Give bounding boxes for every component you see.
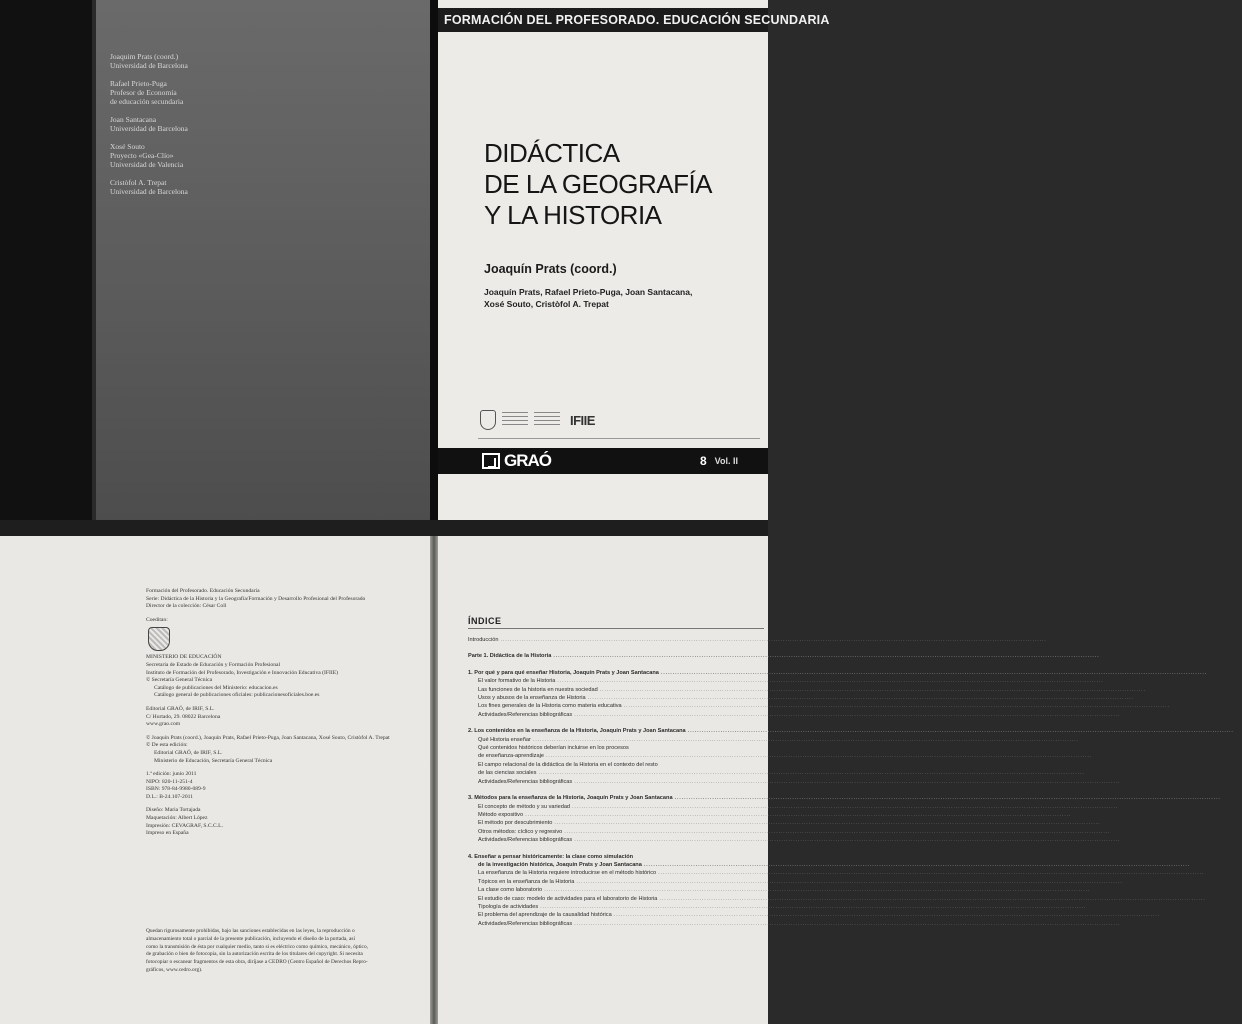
toc-entry bbox=[468, 869, 1213, 877]
toc-entry bbox=[468, 694, 1142, 702]
toc-entry-page: 64 bbox=[1122, 837, 1129, 844]
credits-line: Serie: Didáctica de la Historia y la Geografía/Formación y Desarrollo Profesional del Profesorado bbox=[146, 595, 366, 602]
back-author bbox=[110, 52, 410, 70]
toc-entry-text: La enseñanza de la Historia requiere introducirse en el método histórico bbox=[478, 870, 657, 877]
back-author-affiliation: Universidad de Barcelona bbox=[110, 187, 188, 196]
ifiie-logo: IFIIE bbox=[570, 412, 595, 428]
ministry-seal-icon bbox=[480, 410, 496, 430]
toc-entry-page: 27 bbox=[1122, 711, 1129, 718]
publisher-name: GRAÓ bbox=[504, 451, 551, 470]
legal-line: como la transmisión de ésta por cualquier medio, tanto si es eléctrico como químico, mecánico, óptico, bbox=[146, 943, 368, 950]
toc-entry-page: 60 bbox=[1112, 828, 1119, 835]
legal-notice bbox=[146, 928, 414, 975]
toc-entry-text: Tópicos en la enseñanza de la Historia bbox=[478, 878, 575, 885]
credits-line: © Joaquín Prats (coord.), Joaquín Prats, Rafael Prieto-Puga, Joan Santacana, Xosé Souto, Cristòfol A. Trepat bbox=[146, 734, 390, 741]
toc-entry-text: Otros métodos: cíclico y regresivo bbox=[478, 828, 563, 835]
toc-entry-text: Introducción bbox=[468, 637, 499, 643]
book-spine bbox=[0, 0, 92, 520]
toc-entry-page: 14 bbox=[1147, 686, 1155, 693]
credits-line: © Secretaría General Técnica bbox=[146, 677, 213, 684]
toc-entry-text: Actividades/Referencias bibliográficas bbox=[478, 837, 573, 844]
toc-entry-page: 54 bbox=[1102, 820, 1109, 827]
volume-label: Vol. II bbox=[714, 456, 738, 466]
credits-line: Instituto de Formación del Profesorado, Investigación e Innovación Educativa (IFIIE) bbox=[146, 669, 338, 676]
toc-entry-page: 46 bbox=[1122, 778, 1129, 785]
credits-line: Catálogo de publicaciones del Ministerio: educacion.es bbox=[154, 684, 278, 691]
toc-entry-text: Las funciones de la historia en nuestra sociedad bbox=[478, 686, 598, 693]
back-author bbox=[110, 79, 410, 106]
book-title-line: Y LA HISTORIA bbox=[484, 200, 662, 230]
toc-entry-text: Qué contenidos históricos deberían incluirse en los procesos bbox=[478, 745, 629, 752]
toc-entry bbox=[468, 878, 1131, 886]
credits-line: Ministerio de Educación, Secretaría General Técnica bbox=[154, 757, 273, 764]
toc-part bbox=[468, 652, 1108, 660]
toc-entry bbox=[468, 636, 1052, 644]
back-author bbox=[110, 178, 410, 196]
credits-line: MINISTERIO DE EDUCACIÓN bbox=[146, 654, 222, 661]
toc-entry-page: 51 bbox=[1222, 795, 1229, 802]
volume-number: 8 bbox=[699, 454, 707, 468]
toc-entry bbox=[468, 836, 1129, 844]
toc-entry-text: El campo relacional de la didáctica de la Historia en el contexto del resto bbox=[478, 761, 658, 768]
toc-entry bbox=[468, 886, 1099, 894]
coeditan-label: Coeditan: bbox=[146, 616, 168, 623]
spain-coat-of-arms-icon bbox=[148, 627, 170, 651]
toc-entry-text: La clase como laboratorio bbox=[478, 887, 543, 894]
toc-entry-page: 85 bbox=[1122, 920, 1129, 927]
back-author-affiliation: de educación secundaria bbox=[110, 97, 184, 106]
credits-line: Secretaría de Estado de Educación y Formación Profesional bbox=[146, 661, 281, 668]
toc-entry bbox=[468, 803, 1127, 811]
publisher-band bbox=[438, 448, 768, 474]
toc-entry-page: 31 bbox=[1081, 736, 1088, 743]
credits-line: Catálogo general de publicaciones oficiales: publicacionesoficiales.boe.es bbox=[154, 692, 320, 699]
toc-entry-page: 13 bbox=[1105, 678, 1112, 685]
series-band bbox=[438, 8, 830, 32]
credits-page bbox=[0, 536, 430, 1024]
background-strip bbox=[0, 520, 768, 536]
toc-entry-page: 53 bbox=[1073, 811, 1080, 818]
credits-line: Editorial GRAÓ, de IRIF, S.L. bbox=[154, 749, 223, 756]
toc-entry bbox=[468, 819, 1109, 827]
toc-chapter-text: 4. Enseñar a pensar históricamente: la clase como simulación bbox=[468, 853, 634, 860]
toc-entry-page: 69 bbox=[1124, 878, 1131, 885]
page-gutter bbox=[430, 536, 438, 1024]
toc-entry-text: El estudio de caso: modelo de actividades para el laboratorio de Historia bbox=[478, 895, 658, 902]
credits-line: 1.ª edición: junio 2011 bbox=[146, 771, 197, 778]
toc-entry-page: 72 bbox=[1092, 887, 1099, 894]
toc-entry-text: Usos y abusos de la enseñanza de Historia bbox=[478, 695, 586, 702]
toc-entry-text: Tipología de actividades bbox=[478, 903, 539, 910]
toc-entry-page: 11 bbox=[1101, 653, 1108, 660]
publisher-logos bbox=[480, 410, 595, 430]
toc-entry-text: Parte 1. Didáctica de la Historia bbox=[468, 653, 552, 660]
toc-entry-text: Los fines generales de la Historia como materia educativa bbox=[478, 703, 622, 710]
toc-chapter bbox=[468, 794, 1229, 802]
toc-entry-page: 37 bbox=[1094, 753, 1101, 760]
legal-line: fotocopiar o escanear fragmentos de esta obra, diríjase a CEDRO (Centro Español de Derechos Repro- bbox=[146, 959, 368, 966]
table-of-contents bbox=[468, 636, 1242, 928]
back-author-name: Rafael Prieto-Puga bbox=[110, 79, 167, 88]
back-author-name: Joaquim Prats (coord.) bbox=[110, 52, 179, 61]
legal-line: gráficos, www.cedro.org). bbox=[146, 966, 203, 973]
toc-entry bbox=[468, 811, 1080, 819]
credits-line: www.grao.com bbox=[146, 721, 181, 728]
toc-entry bbox=[468, 903, 1095, 911]
credits-line: C/ Hurtado, 29. 08022 Barcelona bbox=[146, 713, 221, 720]
toc-entry-page: 67 bbox=[1206, 870, 1213, 877]
credits-block bbox=[146, 588, 422, 838]
back-author-affiliation: Proyecto «Gea-Clío» bbox=[110, 151, 174, 160]
toc-entry bbox=[468, 828, 1119, 836]
index-title: ÍNDICE bbox=[468, 616, 502, 626]
toc-entry-page: 75 bbox=[1088, 903, 1095, 910]
credits-line: Impreso en España bbox=[146, 830, 189, 837]
toc-entry-page: 31 bbox=[1235, 728, 1242, 735]
coordinator: Joaquín Prats (coord.) bbox=[484, 262, 617, 276]
toc-entry bbox=[468, 895, 1214, 903]
credits-line: ISBN: 978-84-9980-089-9 bbox=[146, 786, 206, 793]
divider bbox=[468, 628, 764, 629]
divider bbox=[478, 438, 760, 439]
toc-entry bbox=[468, 778, 1129, 786]
credits-line: D.L.: B-24.107-2011 bbox=[146, 793, 194, 800]
credits-line: NIPO: 820-11-251-4 bbox=[146, 778, 193, 785]
toc-entry-text: Qué Historia enseñar bbox=[478, 736, 531, 743]
credits-line: Director de la colección: César Coll bbox=[146, 603, 227, 610]
credits-line: Formación del Profesorado. Educación Secundaria bbox=[146, 588, 260, 594]
toc-chapter bbox=[468, 861, 1199, 869]
grao-mark-icon bbox=[482, 453, 500, 469]
toc-entry bbox=[468, 769, 1093, 777]
credits-line: Diseño: Maria Tortajada bbox=[146, 807, 201, 814]
toc-entry bbox=[468, 752, 1101, 760]
front-cover bbox=[438, 0, 830, 520]
legal-line: de grabación o bien de fotocopia, sin la autorización escrita de los titulares del copyright. Si necesita bbox=[146, 951, 363, 958]
toc-entry-text: El concepto de método y su variedad bbox=[478, 803, 571, 810]
toc-chapter bbox=[468, 727, 1242, 735]
toc-entry-text: Actividades/Referencias bibliográficas bbox=[478, 920, 573, 927]
toc-entry bbox=[468, 702, 1179, 710]
book-title-line: DIDÁCTICA bbox=[484, 138, 620, 168]
toc-entry bbox=[468, 911, 1169, 919]
toc-entry-page: 67 bbox=[1191, 861, 1199, 868]
back-author-affiliation: Universidad de Barcelona bbox=[110, 61, 188, 70]
toc-entry-page: 7 bbox=[1048, 637, 1052, 643]
toc-entry-page: 20 bbox=[1171, 703, 1179, 710]
back-author-affiliation: Universidad de Barcelona bbox=[110, 124, 188, 133]
toc-entry-page: 73 bbox=[1207, 895, 1214, 902]
book-title bbox=[484, 138, 764, 231]
toc-entry-text: El problema del aprendizaje de la causalidad histórica bbox=[478, 912, 612, 919]
toc-entry-page: 44 bbox=[1086, 770, 1093, 777]
toc-entry-page: 51 bbox=[1120, 803, 1127, 810]
ministry-logo-icon bbox=[534, 412, 560, 428]
credits-line: Maquetación: Albert López bbox=[146, 815, 208, 822]
toc-entry-text: 1. Por qué y para qué enseñar Historia, Joaquín Prats y Joan Santacana bbox=[468, 669, 659, 676]
toc-entry-text: Actividades/Referencias bibliográficas bbox=[478, 778, 573, 785]
back-author bbox=[110, 115, 410, 133]
toc-entry-text: El método por descubrimiento bbox=[478, 820, 553, 827]
toc-chapter bbox=[468, 669, 1216, 677]
toc-entry-text: El valor formativo de la Historia bbox=[478, 678, 556, 685]
toc-entry-text: 2. Los contenidos en la enseñanza de la Historia, Joaquín Prats y Joan Santacana bbox=[468, 728, 686, 735]
toc-entry bbox=[468, 736, 1088, 744]
credits-line: Impresión: CEVAGRAF, S.C.C.L. bbox=[146, 822, 223, 829]
book-title-line: DE LA GEOGRAFÍA bbox=[484, 169, 713, 199]
back-author-name: Joan Santacana bbox=[110, 115, 157, 124]
toc-entry bbox=[468, 677, 1112, 685]
toc-entry bbox=[468, 920, 1129, 928]
credits-line: © De esta edición: bbox=[146, 742, 188, 749]
toc-entry-text: de enseñanza-aprendizaje bbox=[478, 753, 544, 760]
index-page bbox=[438, 536, 1242, 1024]
coauthors bbox=[484, 286, 754, 310]
credits-line: Editorial GRAÓ, de IRIF, S.L. bbox=[146, 705, 215, 712]
coauthors-line: Xosé Souto, Cristòfol A. Trepat bbox=[484, 299, 609, 309]
toc-entry-text: Método expositivo bbox=[478, 811, 524, 818]
legal-line: Quedan rigurosamente prohibidas, bajo las sanciones establecidas en las leyes, la reproducción o bbox=[146, 928, 355, 934]
back-author bbox=[110, 142, 410, 169]
toc-entry-text: de las ciencias sociales bbox=[478, 770, 537, 777]
toc-entry bbox=[468, 686, 1155, 694]
toc-entry-text: de la investigación histórica, Joaquín Prats y Joan Santacana bbox=[478, 861, 642, 868]
toc-entry-text: 3. Métodos para la enseñanza de la Historia, Joaquín Prats y Joan Santacana bbox=[468, 795, 673, 802]
toc-entry-text: Actividades/Referencias bibliográficas bbox=[478, 711, 573, 718]
toc-entry-page: 18 bbox=[1135, 695, 1142, 702]
cover-gutter bbox=[430, 0, 438, 520]
back-author-name: Xosé Souto bbox=[110, 142, 145, 151]
back-cover bbox=[96, 0, 430, 520]
toc-entry-page: 13 bbox=[1209, 669, 1216, 676]
toc-entry-page: 82 bbox=[1161, 912, 1169, 919]
legal-line: almacenamiento total o parcial de la presente publicación, incluyendo el diseño de la portada, así bbox=[146, 935, 355, 942]
grao-logo bbox=[482, 451, 551, 471]
coauthors-line: Joaquín Prats, Rafael Prieto-Puga, Joan Santacana, bbox=[484, 287, 693, 297]
ministry-logo-icon bbox=[502, 412, 528, 428]
back-author-affiliation: Universidad de Valencia bbox=[110, 160, 184, 169]
back-author-name: Cristòfol A. Trepat bbox=[110, 178, 167, 187]
series-title: FORMACIÓN DEL PROFESORADO. EDUCACIÓN SECUNDARIA bbox=[444, 13, 830, 27]
back-author-affiliation: Profesor de Economía bbox=[110, 88, 177, 97]
toc-entry bbox=[468, 711, 1129, 719]
back-cover-author-list bbox=[110, 52, 410, 205]
